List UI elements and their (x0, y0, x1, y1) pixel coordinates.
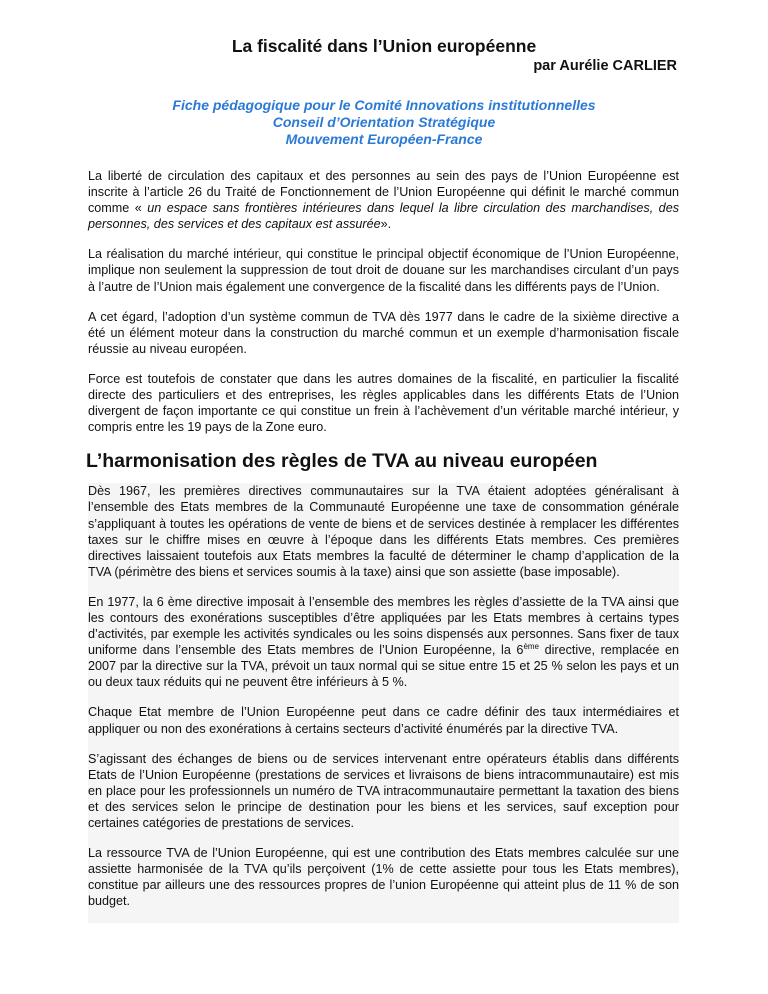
section-p2-text: En 1977, la 6 ème directive imposait à l’ensemble des membres les règles d’assiette de la TVA ainsi que les contours des exonérations susceptibles d’être appliquées par les Etats membres à certains types d’activités, par exemple les activités syndicales ou les soins dispensés aux personnes. Sans fixer de taux uniforme dans l’ensemble des Etats membres de l’Union Européenne, la 6 (88, 594, 679, 658)
document-subheading (0, 97, 768, 148)
section-paragraph-5: La ressource TVA de l’Union Européenne, qui est une contribution des Etats membres calculée sur une assiette harmonisée de la TVA qu’ils perçoivent (1% de cette assiette pour tous les Etats membres), constitue par ailleurs une des ressources propres de l’union Européenne qui atteint plus de 11 % de son budget. (88, 846, 679, 909)
document-title: La fiscalité dans l’Union européenne (231, 36, 537, 56)
section-heading: L’harmonisation des règles de TVA au niveau européen (86, 450, 598, 473)
subheading-line-2: Conseil d’Orientation Stratégique (272, 114, 496, 130)
subheading-line-1: Fiche pédagogique pour le Comité Innovations institutionnelles (172, 97, 596, 113)
intro-p1-quote: un espace sans frontières intérieures dans lequel la libre circulation des marchandises, des personnes, des services et des capitaux est assurée (88, 201, 679, 232)
intro-paragraph-1 (88, 168, 679, 232)
intro-p1-end: ». (380, 217, 392, 232)
subheading-line-3: Mouvement Européen-France (285, 131, 483, 147)
document-body (88, 168, 679, 923)
section-paragraph-1: Dès 1967, les premières directives communautaires sur la TVA étaient adoptées généralisant à l’ensemble des Etats membres de la Communauté Européenne une taxe de consommation générale s’appliquant à toutes les opérations de vente de biens et de services destinée à remplacer les différentes taxes sur le chiffre mises en œuvre à l’époque dans les différents Etats membres. Ces premières directives laissaient toutefois aux Etats membres la faculté de déterminer le champ d’application de la TVA (périmètre des biens et services soumis à la taxe) ainsi que son assiette (base imposable). (88, 484, 679, 579)
section-p2-superscript: ème (523, 641, 539, 651)
section-paragraph-2 (88, 594, 679, 705)
section-p2-end: directive, remplacée en 2007 par la directive sur la TVA, prévoit un taux normal qui se situe entre 15 et 25 % selon les pays et un ou deux taux réduits qui ne peuvent être inférieurs à 5 %. (88, 643, 679, 690)
intro-paragraph-3: A cet égard, l’adoption d’un système commun de TVA dès 1977 dans le cadre de la sixième directive a été un élément moteur dans la construction du marché commun et un exemple d’harmonisation fiscale réussie au niveau européen. (88, 309, 679, 356)
document-author: par Aurélie CARLIER (533, 58, 677, 74)
section-paragraph-4: S’agissant des échanges de biens ou de services intervenant entre opérateurs établis dans différents Etats de l’Union Européenne (prestations de services et livraisons de biens intracommunautaire) est mis en place pour les professionnels un numéro de TVA intracommunautaire permettant la taxation des biens et des services selon le principe de destination pour les biens et les services, sauf exception pour certaines catégories de prestations de services. (88, 751, 679, 830)
intro-p1-text: La liberté de circulation des capitaux et des personnes au sein des pays de l’Union Européenne est inscrite à l’article 26 du Traité de Fonctionnement de l’Union Européenne qui définit le marché commun comme « (88, 169, 679, 216)
intro-paragraph-4: Force est toutefois de constater que dans les autres domaines de la fiscalité, en particulier la fiscalité directe des particuliers et des entreprises, les règles applicables dans les différents Etats de l’Union divergent de façon importante ce qui constitue un frein à l’achèvement d’un véritable marché intérieur, y compris entre les 19 pays de la Zone euro. (88, 371, 679, 435)
section-paragraph-3: Chaque Etat membre de l’Union Européenne peut dans ce cadre définir des taux intermédiaires et appliquer ou non des exonérations à certains secteurs d’activité énumérés par la directive TVA. (88, 705, 679, 736)
intro-paragraph-2: La réalisation du marché intérieur, qui constitue le principal objectif économique de l’Union Européenne, implique non seulement la suppression de tout droit de douane sur les marchandises circulant d’un pays à l’autre de l’Union mais également une convergence de la fiscalité dans les différents pays de l’Union. (88, 247, 679, 294)
section-content (88, 483, 679, 923)
